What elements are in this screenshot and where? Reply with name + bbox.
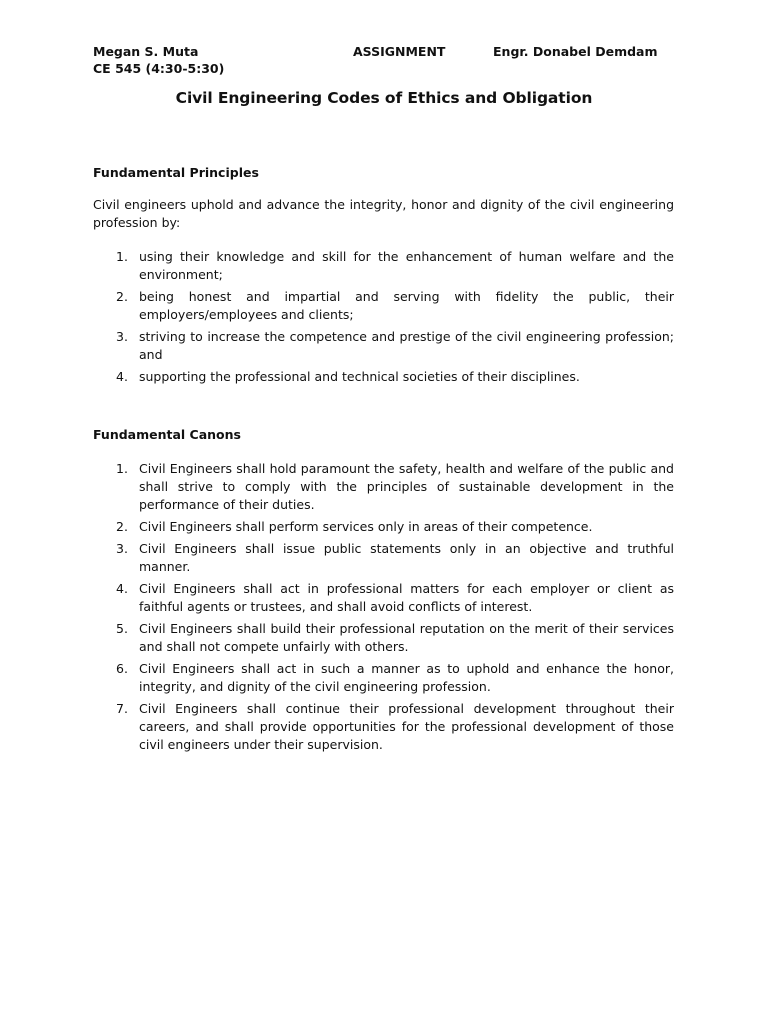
list-item [93,248,674,284]
canons-list [93,460,674,758]
list-text: Civil Engineers shall perform services only in areas of their competence. [139,519,593,534]
list-text: Civil Engineers shall act in professional matters for each employer or client as faithful agents or trustees, and shall avoid conflicts of interest. [139,581,674,614]
list-item [93,700,674,754]
list-item [93,580,674,616]
list-text: Civil Engineers shall issue public statements only in an objective and truthful manner. [139,541,674,574]
list-number: 7. [116,701,128,716]
list-text: striving to increase the competence and prestige of the civil engineering profession; and [139,329,674,362]
list-text: Civil Engineers shall act in such a manner as to uphold and enhance the honor, integrity, and dignity of the civil engineering profession. [139,661,674,694]
course-code: CE 545 (4:30-5:30) [93,61,225,76]
principles-intro: Civil engineers uphold and advance the integrity, honor and dignity of the civil engineering profession by: [93,197,674,230]
list-item [93,460,674,514]
list-item [93,620,674,656]
list-number: 3. [116,541,128,556]
list-text: Civil Engineers shall hold paramount the safety, health and welfare of the public and shall strive to comply with the principles of sustainable development in the performance of their duties. [139,461,674,512]
list-text: Civil Engineers shall continue their professional development throughout their careers, and shall provide opportunities for the professional development of those civil engineers under their supervision. [139,701,674,752]
list-item [93,368,674,386]
principles-list [93,248,674,390]
list-item [93,328,674,364]
list-number: 1. [116,249,128,264]
list-number: 6. [116,661,128,676]
list-number: 4. [116,369,128,384]
list-number: 1. [116,461,128,476]
list-text: supporting the professional and technical societies of their disciplines. [139,369,580,384]
instructor-name: Engr. Donabel Demdam [493,44,658,59]
document-title: Civil Engineering Codes of Ethics and Obligation [175,89,593,107]
list-number: 3. [116,329,128,344]
assignment-label: ASSIGNMENT [353,44,446,59]
list-number: 4. [116,581,128,596]
list-number: 5. [116,621,128,636]
list-text: using their knowledge and skill for the enhancement of human welfare and the environment; [139,249,674,282]
list-item [93,660,674,696]
list-item [93,518,674,536]
list-text: Civil Engineers shall build their professional reputation on the merit of their services and shall not compete unfairly with others. [139,621,674,654]
student-name: Megan S. Muta [93,44,199,59]
canons-heading: Fundamental Canons [93,427,241,442]
document-header [93,44,683,60]
list-number: 2. [116,289,128,304]
list-number: 2. [116,519,128,534]
principles-heading: Fundamental Principles [93,165,259,180]
list-item [93,540,674,576]
list-item [93,288,674,324]
list-text: being honest and impartial and serving with fidelity the public, their employers/employees and clients; [139,289,674,322]
